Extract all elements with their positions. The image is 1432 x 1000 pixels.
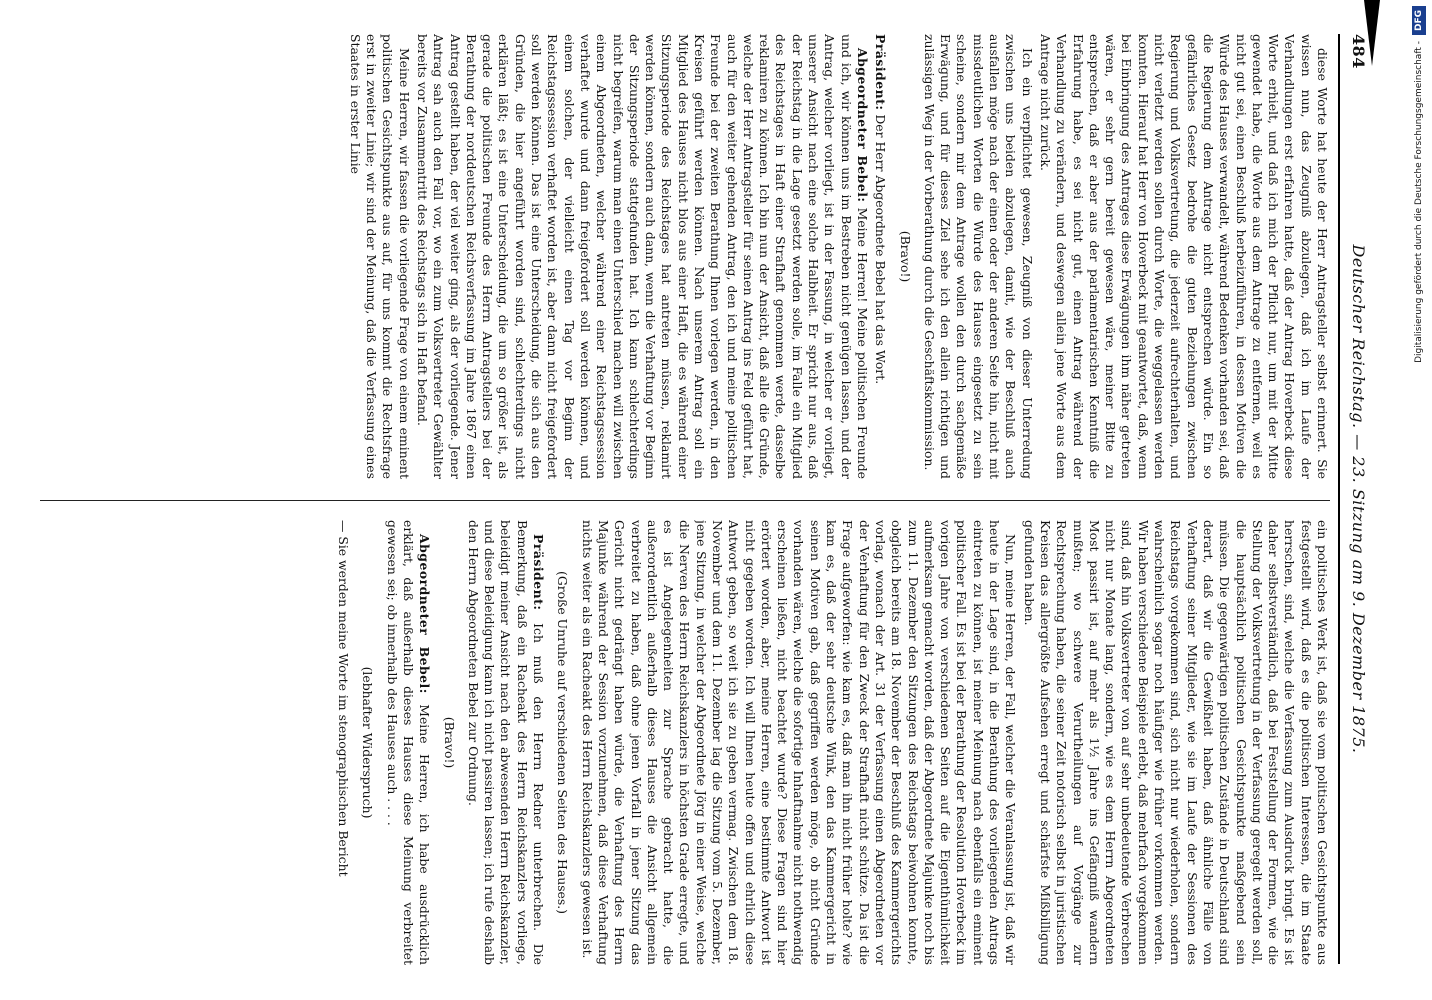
paragraph <box>346 34 411 479</box>
paragraph <box>554 520 570 965</box>
header-rule <box>1338 34 1340 964</box>
paragraph-text: Nun, meine Herren, der Fall, welcher die Veranlassung ist, daß wir heute in der Lage sind, in die Berathung des vorliegenden Antrags eintreten zu können, ist meiner Meinung nach ebenfalls ein eminent politischer Fall. Es ist bei der Berathung der Resolution Hoverbeck im vorigen Jahre von verschiedenen Seiten auf die Eigenthümlichkeit aufmerksam gemacht worden, daß der Abgeordnete Majunke noch bis zum 11. Dezember den Sitzungen des Reichstags beiwohnen konnte, obgleich bereits am 18. November der Beschluß des Kammergerichts vorlag, wonach der Art. 31 der Verfassung einen Abgeordneten vor der Verhaftung für den Zweck der Strafhaft nicht schütze. Da ist die Frage aufgeworfen: wie kam es, daß man ihn nicht früher holte? wie kam es, daß der sehr deutsche Wink, den das Kammergericht in seinen Motiven gab, daß gegriffen werden möge, ob nicht Gründe vorhanden wären, welche die sofortige Inhaftnahme nicht nothwendig erscheinen ließen, nicht beachtet wurde? Diese Fragen sind hier erörtert worden, aber, meine Herren, eine bestimmte Antwort ist nicht gegeben worden. Ich will Ihnen heute offen und ehrlich diese Antwort geben, so weit ich sie zu geben vermag. Zwischen dem 18. November und dem 11. Dezember lag die Sitzung vom 5. Dezember, jene Sitzung, in welcher der Abgeordnete Jörg in einer Weise, welche die Nerven des Herrn Reichskanzlers in höchsten Grade erregte, und es ist Angelegenheiten zur Sprache gebracht hatte, die außerordentlich außerhalb dieses Hauses die Ansicht allgemein verbreitet zu haben, daß ohne jenen Vorfall in jener Sitzung das Gericht nicht gedrängt haben würde, die Verhaftung des Herrn Majunke während der Session vorzunehmen, daß diese Verhaftung nichts weiter als ein Racheakt des Herrn Reichskanzlers gewesen ist. <box>579 520 1019 965</box>
paragraph-text: Meine Herren, ich habe ausdrücklich erklärt, daß außerhalb dieses Hauses diese Meinung verbreitet gewesen sei; ob innerhalb des Hauses auch . . . . <box>384 520 433 965</box>
paragraph-text: (Große Unruhe auf verschiedenen Seiten des Hauses.) <box>555 570 571 915</box>
paragraph-text: (Bravo!) <box>897 230 913 283</box>
paragraph-text: — Sie werden meine Worte im stenographischen Bericht <box>336 520 352 877</box>
credit-text: Digitalisierung gefördert durch die Deutsche Forschungsgemeinschaft - <box>1414 41 1424 363</box>
paragraph-text: diese Worte hat heute der Herr Antragsteller selbst erinnert. Sie wissen nun, das Zeugniß abzulegen, daß ich im Laufe der Verhandlungen erst erfahren hatte, daß der Antrag Hoverbeck diese Worte erhielt, und daß ich mich der Pflicht nur, um mit der Mitte gewendet habe, die Worte aus dem Antrage zu entfernen, weil es nicht gut sei, einen Beschluß herbeizuführen, in dessen Motiven die Würde des Hauses verwandelt, während Bedenken vorhanden sei, daß die Regierung dem Antrage nicht entsprechen würde. Ein so gefährliches Gesetz bedrohe die guten Beziehungen zwischen Regierung und Volksvertretung, die jederzeit aufrechterhalten, und nicht verletzt werden sollen durch Worte, die weggelassen werden konnten. Hierauf hat Herr von Hoverbeck mit geantwortet, daß, wenn bei Einbringung des Antrages diese Erwägungen ihm näher getreten wären, er sehr gern bereit gewesen wäre, meiner Bitte zu entsprechen, daß er aber aus der parlamentarischen Kenntniß die Erfahrung habe, es sei nicht gut, einen Antrag während der Verhandlung zu verändern, und deswegen allein jene Worte aus dem Antrage nicht zurück. <box>1037 34 1330 479</box>
page-header <box>1334 34 1374 964</box>
dfg-logo: DFG <box>1412 6 1426 35</box>
column-divider <box>40 500 1330 501</box>
paragraph <box>578 520 1018 965</box>
speaker-label: Präsident: <box>531 534 547 611</box>
paragraph-text: Ich muß den Herrn Redner unterbrechen. Die Bemerkung, daß ein Racheakt des Herrn Reichskanzlers vorliege, beleidigt meiner Ansicht nach den abwesenden Herrn Reichskanzler, und diese Beleidigung kann ich nicht passiren lassen; ich rufe deshalb den Herrn Abgeordneten Bebel zur Ordnung. <box>465 520 547 965</box>
paragraph <box>921 34 1035 479</box>
paragraph <box>359 520 375 965</box>
speaker-label: Abgeordneter Bebel: <box>854 48 870 203</box>
speaker-label: Präsident: <box>873 34 889 111</box>
left-column <box>20 34 1330 479</box>
paragraph <box>872 34 888 479</box>
speaker-label: Abgeordneter Bebel: <box>417 534 433 694</box>
paragraph-text: Meine Herren, wir fassen die vorliegende Frage von einem eminent politischen Gesichtspunkte aus auf, für uns kommt die Rechtsfrage erst in zweiter Linie; wir sind der Meinung, daß die Verfassung eines Staates in erster Linie <box>347 34 412 479</box>
paragraph-text: Ich ein verpflichtet gewesen, Zeugniß von dieser Unterredung zwischen uns beiden abzulegen, damit, wie der Beschluß auch ausfallen möge nach der einen oder der anderen Seite hin, nicht mit missdeutlichen Worten die Würde des Hauses eingesetzt zu sein scheine, sondern mir dem Antrage wollen den durch sachgemäße Erwägung, und für dieses Ziel sehe ich den allein richtigen und zulässigen Weg in der Vorberathung durch die Geschäftskommission. <box>921 34 1035 479</box>
paragraph <box>1037 34 1330 479</box>
right-column <box>20 520 1330 965</box>
paragraph <box>383 520 432 965</box>
page-number: 484 <box>1349 34 1368 69</box>
paragraph <box>1020 520 1330 965</box>
paragraph-text: Meine Herren! Meine politischen Freunde und ich, wir können uns im Bestreben nicht genügen lassen, und der Antrag, welcher vorliegt, ist in der Fassung, in welcher er vorliegt, unserer Ansicht nach eine solche Halbheit. Er spricht nur aus, daß der Reichstag in die Lage gesetzt werden solle, im Falle ein Mitglied des Reichstages in Haft einer Strafhaft genommen werde, dasselbe reklamiren zu können. Ich bin nun der Ansicht, daß alle die Gründe, welche der Herr Antragsteller für seinen Antrag ins Feld geführt hat, auch für den weiter gehenden Antrag, den ich und meine politischen Freunde bei der zweiten Berathung Ihnen vorlegen werden, in den Kreisen geführt werden können. Nach unserem Antrag soll ein Mitglied des Hauses nicht blos aus einer Haft, die es während einer Sitzungsperiode des Reichstages hat antreten müssen, reklamirt werden können, sondern auch dann, wenn die Verhaftung vor Beginn der Sitzungsperiode stattgefunden hat. Ich kann schlechterdings nicht begreifen, warum man einen Unterschied machen will zwischen einem Abgeordneten, welcher während einer Reichstagssession verhaftet wurde und dann freigefordert soll werden können, und einem solchen, der vielleicht einen Tag vor Beginn der Reichstagssession verhaftet worden ist, aber dann nicht freigefordert soll werden können. Das ist eine Unterscheidung, die sich aus den Gründen, die hier angeführt worden sind, schlechterdings nicht erklären läßt; es ist eine Unterscheidung, die um so größer ist, als gerade die politischen Freunde des Herrn Antragstellers bei der Berathung der norddeutschen Reichsverfassung im Jahre 1867 einen Antrag gestellt haben, der viel weiter ging, als der vorliegende. Jener Antrag sah auch den Fall vor, wo ein zum Volksvertreter Gewählter bereits vor Zusammentritt des Reichstags sich in Haft befand. <box>414 34 870 479</box>
paragraph <box>335 520 351 965</box>
digitization-credit <box>1408 6 1430 786</box>
paragraph-text: ein politisches Werk ist, daß sie vom politischen Gesichtspunkte aus festgestellt wird, daß es die politischen Interessen, die im Staate herrschen, sind, welche die Verfassung zum Ausdruck bringt. Es ist daher selbstverständlich, daß bei Feststellung der Formen, wie die Stellung der Volksvertretung in der Verfassung geregelt werden soll, die hauptsächlich politischen Gesichtspunkte maßgebend sein müssen. Die gegenwärtigen politischen Zustände in Deutschland sind derart, daß wir die Gewißheit haben, daß ähnliche Fälle von Verhaftung seiner Mitglieder, wie sie im Laufe der Sessionen des Reichstags vorgekommen sind, sich nicht nur wiederholen, sondern wahrscheinlich sogar noch häufiger wie früher vorkommen werden. Wir haben verschiedene Beispiele erlebt, daß mehrfach vorgekommen sind, daß hin Volksvertreter von auf sehr unbedeutende Verbrechen nicht nur Monate lang, sondern, wie es dem Herrn Abgeordneten Most passirt ist, auf mehr als 1½ Jahre ins Gefängniß wandern mußten; wo schwere Verurtheilungen auf Vorgänge zur Rechtsprechung haben, die seiner Zeit notorisch selbst in juristischen Kreisen das allergrößte Aufsehen erregt und schärfste Mißbilligung gefunden haben. <box>1021 520 1330 965</box>
paragraph-text: (lebhafter Widerspruch) <box>360 666 376 819</box>
paragraph <box>896 34 912 479</box>
paragraph <box>465 520 546 965</box>
paragraph-text: Der Herr Abgeordnete Bebel hat das Wort. <box>873 114 889 385</box>
running-title: Deutscher Reichstag. — 23. Sitzung am 9. Dezember 1875. <box>1349 244 1368 754</box>
paragraph-text: (Bravo!) <box>441 716 457 769</box>
paragraph <box>414 34 870 479</box>
paragraph <box>440 520 456 965</box>
